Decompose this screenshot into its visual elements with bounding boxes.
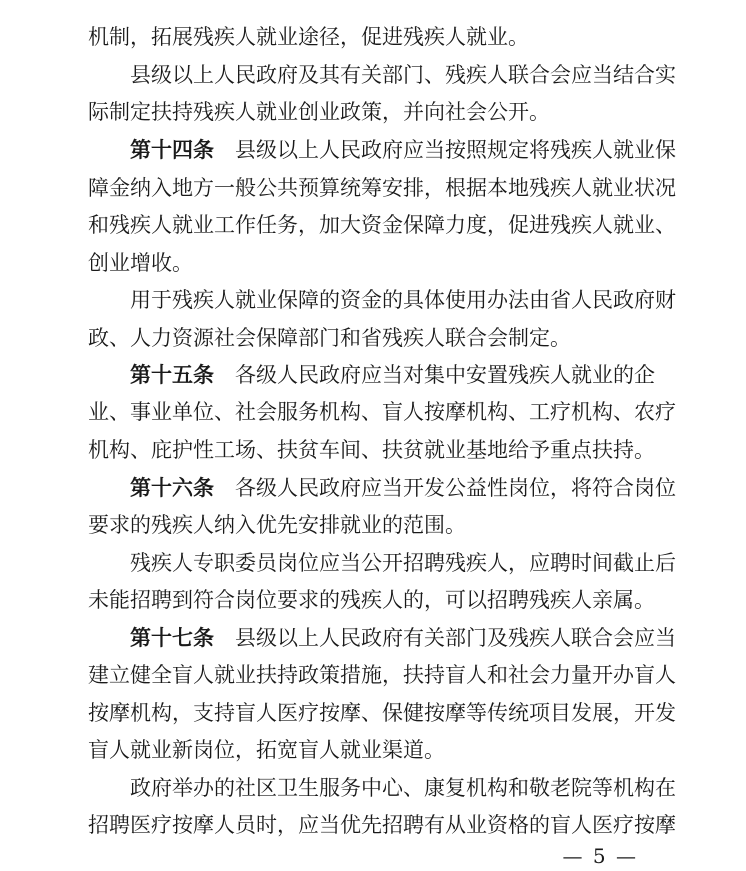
page-number: — 5 — bbox=[562, 844, 638, 868]
text-line: 招聘医疗按摩人员时，应当优先招聘有从业资格的盲人医疗按摩 bbox=[88, 813, 676, 837]
text-line: 建立健全盲人就业扶持政策措施，扶持盲人和社会力量开办盲人 bbox=[88, 663, 676, 687]
text-line: 县级以上人民政府及其有关部门、残疾人联合会应当结合实 bbox=[130, 63, 676, 87]
text-line: 机构、庇护性工场、扶贫车间、扶贫就业基地给予重点扶持。 bbox=[88, 438, 655, 462]
article-number: 第十五条 bbox=[130, 363, 214, 387]
text-line: 残疾人专职委员岗位应当公开招聘残疾人，应聘时间截止后 bbox=[130, 551, 676, 575]
text-line: 按摩机构，支持盲人医疗按摩、保健按摩等传统项目发展，开发 bbox=[88, 701, 676, 725]
text-line: 要求的残疾人纳入优先安排就业的范围。 bbox=[88, 513, 466, 537]
text-line: 用于残疾人就业保障的资金的具体使用办法由省人民政府财 bbox=[130, 288, 676, 312]
article-number: 第十四条 bbox=[130, 138, 214, 162]
text-line: 业、事业单位、社会服务机构、盲人按摩机构、工疗机构、农疗 bbox=[88, 400, 676, 424]
text-line: 际制定扶持残疾人就业创业政策，并向社会公开。 bbox=[88, 100, 550, 124]
article-heading-line: 第十五条 各级人民政府应当对集中安置残疾人就业的企 bbox=[130, 363, 655, 387]
text-line: 机制，拓展残疾人就业途径，促进残疾人就业。 bbox=[88, 25, 529, 49]
text-line: 障金纳入地方一般公共预算统筹安排，根据本地残疾人就业状况 bbox=[88, 176, 676, 200]
text-line: 和残疾人就业工作任务，加大资金保障力度，促进残疾人就业、 bbox=[88, 213, 676, 237]
text-line: 政府举办的社区卫生服务中心、康复机构和敬老院等机构在 bbox=[130, 776, 676, 800]
text-line: 盲人就业新岗位，拓宽盲人就业渠道。 bbox=[88, 738, 445, 762]
article-heading-line: 第十七条 县级以上人民政府有关部门及残疾人联合会应当 bbox=[130, 626, 676, 650]
article-number: 第十七条 bbox=[130, 626, 214, 650]
text-line: 创业增收。 bbox=[88, 251, 193, 275]
text-line: 未能招聘到符合岗位要求的残疾人的，可以招聘残疾人亲属。 bbox=[88, 588, 655, 612]
article-heading-line: 第十四条 县级以上人民政府应当按照规定将残疾人就业保 bbox=[130, 138, 676, 162]
text-line: 政、人力资源社会保障部门和省残疾人联合会制定。 bbox=[88, 326, 571, 350]
article-heading-line: 第十六条 各级人民政府应当开发公益性岗位，将符合岗位 bbox=[130, 476, 676, 500]
article-number: 第十六条 bbox=[130, 476, 214, 500]
